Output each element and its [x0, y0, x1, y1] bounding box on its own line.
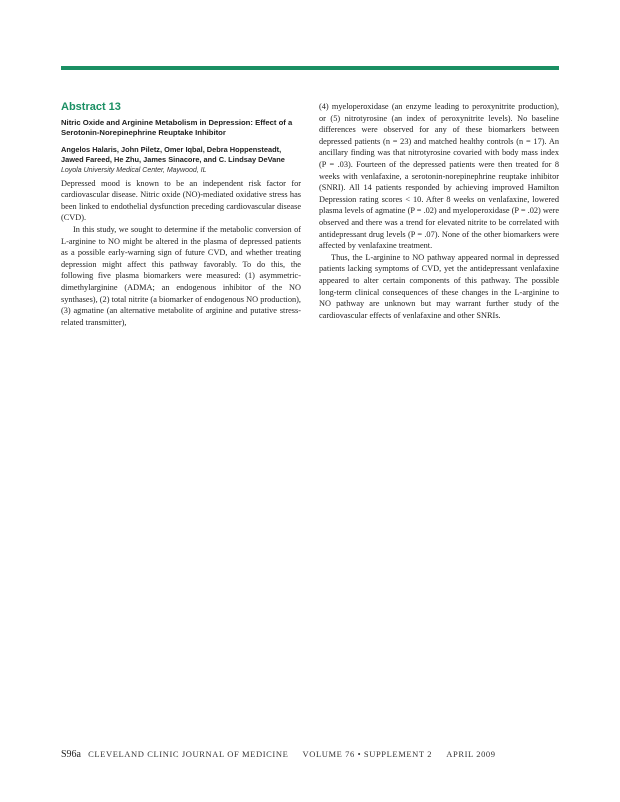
paragraph-conclusion: Thus, the L-arginine to NO pathway appeared normal in depressed patients lacking symptoms of CVD, yet the antidepressant venlafaxine appeared to alter certain components of this pathway. The possible long-term clinical consequences of these changes in the L-arginine to NO pathway are unknown but may warrant further study of the cardiovascular effects of venlafaxine and other SNRIs. — [319, 252, 559, 320]
article-title: Nitric Oxide and Arginine Metabolism in Depression: Effect of a Serotonin-Norepinephrine Reuptake Inhibitor — [61, 118, 293, 138]
header-rule — [61, 66, 559, 70]
affiliation: Loyola University Medical Center, Maywood, IL — [61, 166, 207, 174]
right-column — [319, 101, 559, 321]
journal-name: CLEVELAND CLINIC JOURNAL OF MEDICINE — [88, 749, 289, 759]
page-footer — [61, 749, 559, 760]
paragraph-methods-part2: (4) myeloperoxidase (an enzyme leading to peroxynitrite production), or (5) nitrotyrosine (an index of peroxynitrite levels). No baseline differences were observed for any of these biomarkers between depressed patients (n = 23) and matched healthy controls (n = 17). An ancillary finding was that nitrotyrosine covaried with body mass index (P = .03). Fourteen of the depressed patients were then treated for 8 weeks with venlafaxine, a serotonin-norepinephrine reuptake inhibitor (SNRI). All 14 patients responded by achieving improved Hamilton Depression rating scores < 10. After 8 weeks on venlafaxine, lowered plasma levels of agmatine (P = .02) and myeloperoxidase (P = .02) were observed and there was a trend for elevated nitrite to be correlated with antidepressant drug levels (P = .07). None of the other biomarkers were affected by venlafaxine treatment. — [319, 102, 559, 251]
abstract-label: Abstract 13 — [61, 101, 121, 113]
page-number: S96a — [61, 749, 81, 760]
journal-date: APRIL 2009 — [446, 749, 496, 759]
paragraph-intro: Depressed mood is known to be an independent risk factor for cardiovascular disease. Nitric oxide (NO)-mediated oxidative stress has been linked to endothelial dysfunction preceding cardiovascular disease (CVD). — [61, 178, 301, 223]
left-column — [61, 101, 301, 328]
paragraph-methods-part1: In this study, we sought to determine if the metabolic conversion of L-arginine to NO might be altered in the plasma of depressed patients as a possible early-warning sign of future CVD, and whether treating depression might affect this pathway favorably. To do this, the following five plasma biomarkers were measured: (1) asymmetric-dimethylarginine (ADMA; an endogenous inhibitor of the NO synthases), (2) total nitrite (a biomarker of endogenous NO production), (3) agmatine (an alternative metabolite of arginine and putative stress-related transmitter), — [61, 225, 301, 327]
journal-volume: VOLUME 76 • SUPPLEMENT 2 — [302, 749, 433, 759]
author-list: Angelos Halaris, John Piletz, Omer Iqbal, Debra Hoppensteadt, Jawed Fareed, He Zhu, James Sinacore, and C. Lindsay DeVane — [61, 144, 285, 165]
